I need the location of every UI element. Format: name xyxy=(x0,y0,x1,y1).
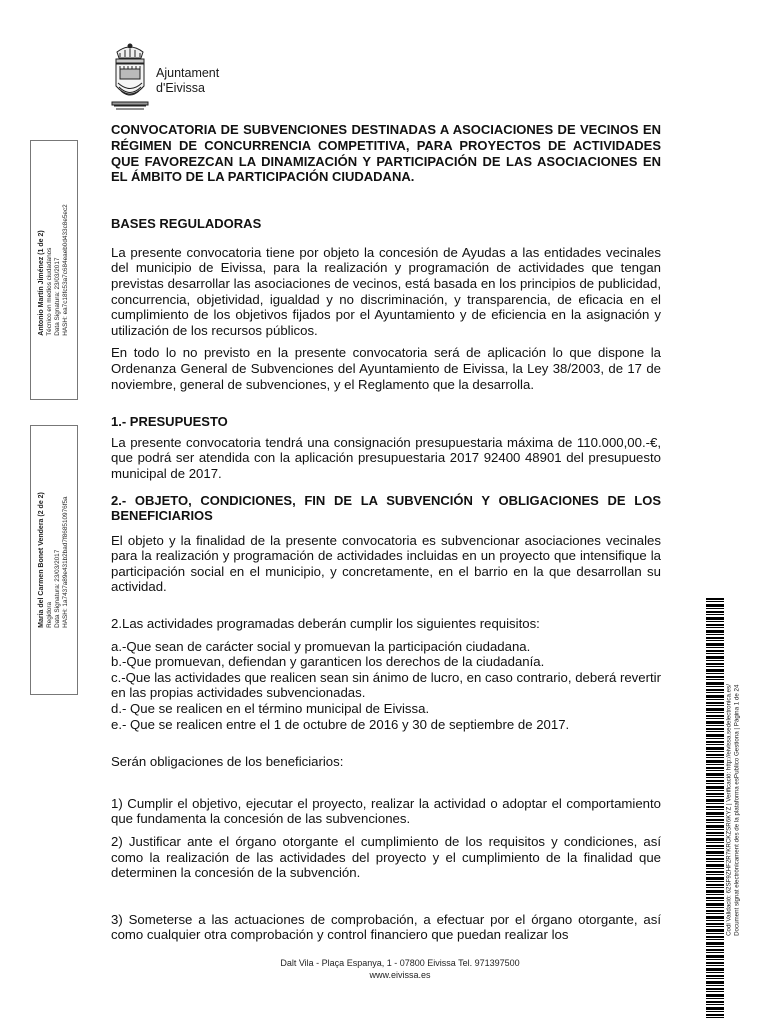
requirement-a: a.-Que sean de carácter social y promuevan la participación ciudadana. xyxy=(111,638,531,654)
requirement-b: b.-Que promuevan, defiendan y garanticen los derechos de la ciudadanía. xyxy=(111,654,545,670)
signer-role-2: Regidora xyxy=(46,601,53,628)
section-1-heading: 1.- PRESUPUESTO xyxy=(111,414,228,430)
obligation-2: 2) Justificar ante el órgano otorgante el cumplimiento de los requisitos y condiciones, así como la realización de las actividades del proyecto y el cumplimiento de la finalidad que determinen la concesión de la subvención. xyxy=(111,834,661,881)
coat-of-arms-icon xyxy=(108,42,152,114)
obligations-intro: Serán obligaciones de los beneficiarios: xyxy=(111,754,344,770)
requirement-d: d.- Que se realicen en el término municipal de Eivissa. xyxy=(111,701,430,717)
section-2-heading: 2.- OBJETO, CONDICIONES, FIN DE LA SUBVENCIÓN Y OBLIGACIONES DE LOS BENEFICIARIOS xyxy=(111,492,661,524)
municipal-logo xyxy=(108,42,248,114)
document-title: CONVOCATORIA DE SUBVENCIONES DESTINADAS A ASOCIACIONES DE VECINOS EN RÉGIMEN DE CONCURRENCIA COMPETITIVA, PARA PROYECTOS DE ACTIVIDADES QUE FAVOREZCAN LA DINAMIZACIÓN Y PARTICIPACIÓN DE LAS ASOCIACIONES EN EL ÁMBITO DE LA PARTICIPACIÓN CIUDADANA. xyxy=(111,122,661,185)
footer-website: www.eivissa.es xyxy=(369,970,431,980)
section-2-text: El objeto y la finalidad de la presente convocatoria es subvencionar asociaciones vecinales para la realización y programación de actividades incluidas en un proyecto que intensifique la participación social en el municipio, y concretamente, en el barrio en la que desarrollan su actividad. xyxy=(111,532,661,595)
verification-text xyxy=(726,600,740,1020)
signer-name-2: Maria del Carmen Bonet Vendera (2 de 2) xyxy=(38,492,45,628)
verification-platform: Document signat electrònicament des de la plataforma esPublico Gestiona | Pàgina 1 de 24 xyxy=(733,684,740,936)
signer-name-1: Antonio Martín Jiménez (1 de 2) xyxy=(38,230,45,336)
verification-code: Codi Validació: 62SF9ZHF2R7KRCKZSR6KYZ | Verificació: http://eivissa.sedelectronica.es/ xyxy=(725,684,733,936)
intro-paragraph-2: En todo lo no previsto en la presente convocatoria será de aplicación lo que dispone la Ordenanza General de Subvenciones del Ayuntamiento de Eivissa, la Ley 38/2003, de 17 de noviembre, general de subvenciones, y el Reglamento que la desarrolla. xyxy=(111,345,661,392)
signature-hash-1: HASH: ea7c18fc53a7c684eaeb0d433c8e5ec2 xyxy=(62,204,69,336)
footer-address: Dalt Vila - Plaça Espanya, 1 - 07800 Eivissa Tel. 971397500 xyxy=(280,958,520,968)
organization-name xyxy=(156,66,219,96)
signature-date-1: Data Signatura: 23/03/2017 xyxy=(54,257,61,336)
signature-date-2: Data Signatura: 23/03/2017 xyxy=(54,549,61,628)
signature-box-1 xyxy=(30,140,78,400)
requirements-intro: 2.Las actividades programadas deberán cumplir los siguientes requisitos: xyxy=(111,616,540,632)
requirement-e: e.- Que se realicen entre el 1 de octubre de 2016 y 30 de septiembre de 2017. xyxy=(111,716,570,732)
section-1-text: La presente convocatoria tendrá una consignación presupuestaria máxima de 110.000,00.-€, que podrá ser atendida con la aplicación presupuestaria 2017 92400 48901 del presupuesto municipal de 2017. xyxy=(111,434,661,481)
obligation-1: 1) Cumplir el objetivo, ejecutar el proyecto, realizar la actividad o adoptar el comportamiento que fundamenta la concesión de las subvenciones. xyxy=(111,795,661,827)
requirement-c: c.-Que las actividades que realicen sean sin ánimo de lucro, en caso contrario, deberá revertir en las propias actividades subvencionadas. xyxy=(111,669,661,701)
bases-heading: BASES REGULADORAS xyxy=(111,216,262,232)
signature-text-1 xyxy=(38,204,70,335)
verification-barcode xyxy=(706,598,724,1018)
signer-role-1: Técnico en medios ciudadanos xyxy=(46,247,53,336)
page-footer xyxy=(200,957,600,981)
signature-hash-2: HASH: 1a7437a89e431b2bad7f868510976f5a xyxy=(62,496,69,628)
signature-box-2 xyxy=(30,425,78,695)
signature-text-2 xyxy=(38,492,70,628)
document-body xyxy=(111,122,661,943)
org-name-line1: Ajuntament xyxy=(156,66,220,80)
org-name-line2: d'Eivissa xyxy=(156,81,205,95)
intro-paragraph-1: La presente convocatoria tiene por objeto la concesión de Ayudas a las entidades vecinales del municipio de Eivissa, para la realización y programación de actividades que tengan previstas desarrollar las asociaciones de vecinos, está basada en los principios de publicidad, concurrencia, objetividad, igualdad y no discriminación, y transparencia, de eficacia en el cumplimiento de los objetivos fijados por el Ayuntamiento y de eficiencia en la asignación y utilización de los recursos públicos. xyxy=(111,244,661,338)
obligation-3: 3) Someterse a las actuaciones de comprobación, a efectuar por el órgano otorgante, así como cualquier otra comprobación y control financiero que puedan realizar los xyxy=(111,911,661,943)
